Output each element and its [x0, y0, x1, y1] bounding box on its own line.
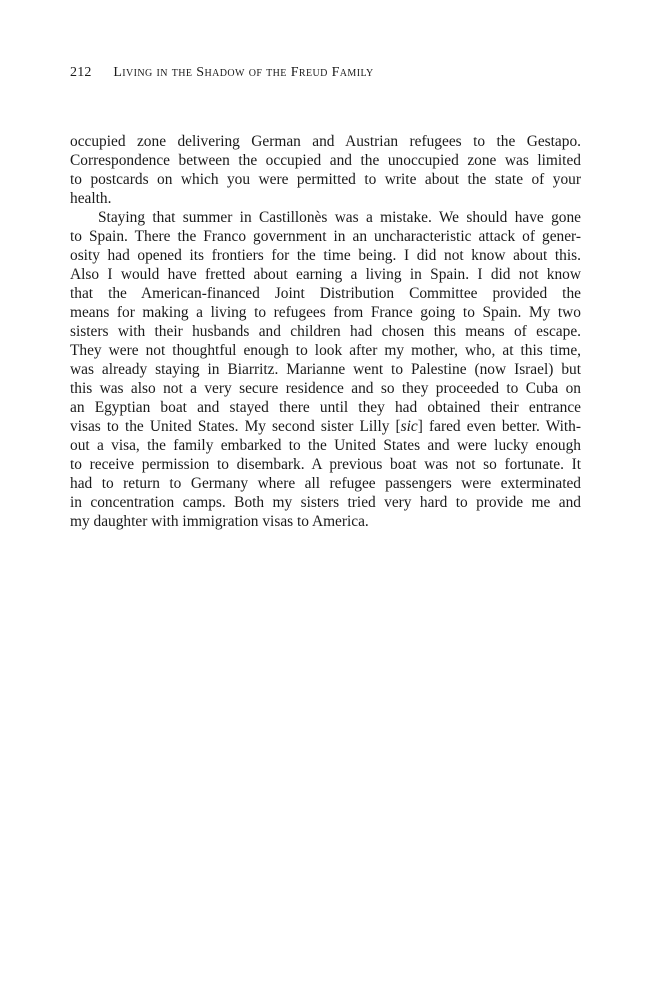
- text-line: had to return to Germany where all refugee passengers were exterminated: [70, 475, 581, 492]
- text-segment: visas to the United States. My second sister Lilly [: [70, 418, 401, 435]
- text-line: means for making a living to refugees from France going to Spain. My two: [70, 304, 581, 321]
- text-line: occupied zone delivering German and Austrian refugees to the Gestapo.: [70, 133, 581, 150]
- running-title: Living in the Shadow of the Freud Family: [113, 65, 374, 80]
- text-line: sisters with their husbands and children had chosen this means of escape.: [70, 323, 581, 340]
- text-line: Correspondence between the occupied and the unoccupied zone was limited: [70, 152, 581, 169]
- paragraph-1: [70, 132, 581, 208]
- text-line: an Egyptian boat and stayed there until they had obtained their entrance: [70, 399, 581, 416]
- text-segment: ] fared even better. With-: [417, 418, 582, 435]
- text-line: out a visa, the family embarked to the United States and were lucky enough: [70, 437, 581, 454]
- text-line: that the American-financed Joint Distribution Committee provided the: [70, 285, 581, 302]
- body-text: [70, 132, 581, 531]
- text-line: this was also not a very secure residence and so they proceeded to Cuba on: [70, 380, 581, 397]
- text-line: osity had opened its frontiers for the time being. I did not know about this.: [70, 247, 581, 264]
- paragraph-2: [70, 208, 581, 531]
- text-line: They were not thoughtful enough to look after my mother, who, at this time,: [70, 342, 581, 359]
- sic-annotation: sic: [400, 418, 418, 435]
- text-line: in concentration camps. Both my sisters tried very hard to provide me and: [70, 494, 581, 511]
- text-line: [70, 417, 581, 436]
- text-line: Staying that summer in Castillonès was a mistake. We should have gone: [98, 209, 581, 226]
- text-line: was already staying in Biarritz. Marianne went to Palestine (now Israel) but: [70, 361, 581, 378]
- text-line: to postcards on which you were permitted to write about the state of your: [70, 171, 581, 188]
- text-line: health.: [70, 190, 112, 207]
- text-line: Also I would have fretted about earning a living in Spain. I did not know: [70, 266, 581, 283]
- page-number: 212: [70, 65, 92, 80]
- text-line: to receive permission to disembark. A previous boat was not so fortunate. It: [70, 456, 581, 473]
- running-head: [70, 64, 374, 82]
- text-line: my daughter with immigration visas to America.: [70, 513, 369, 530]
- text-line: to Spain. There the Franco government in an uncharacteristic attack of gener-: [70, 228, 581, 245]
